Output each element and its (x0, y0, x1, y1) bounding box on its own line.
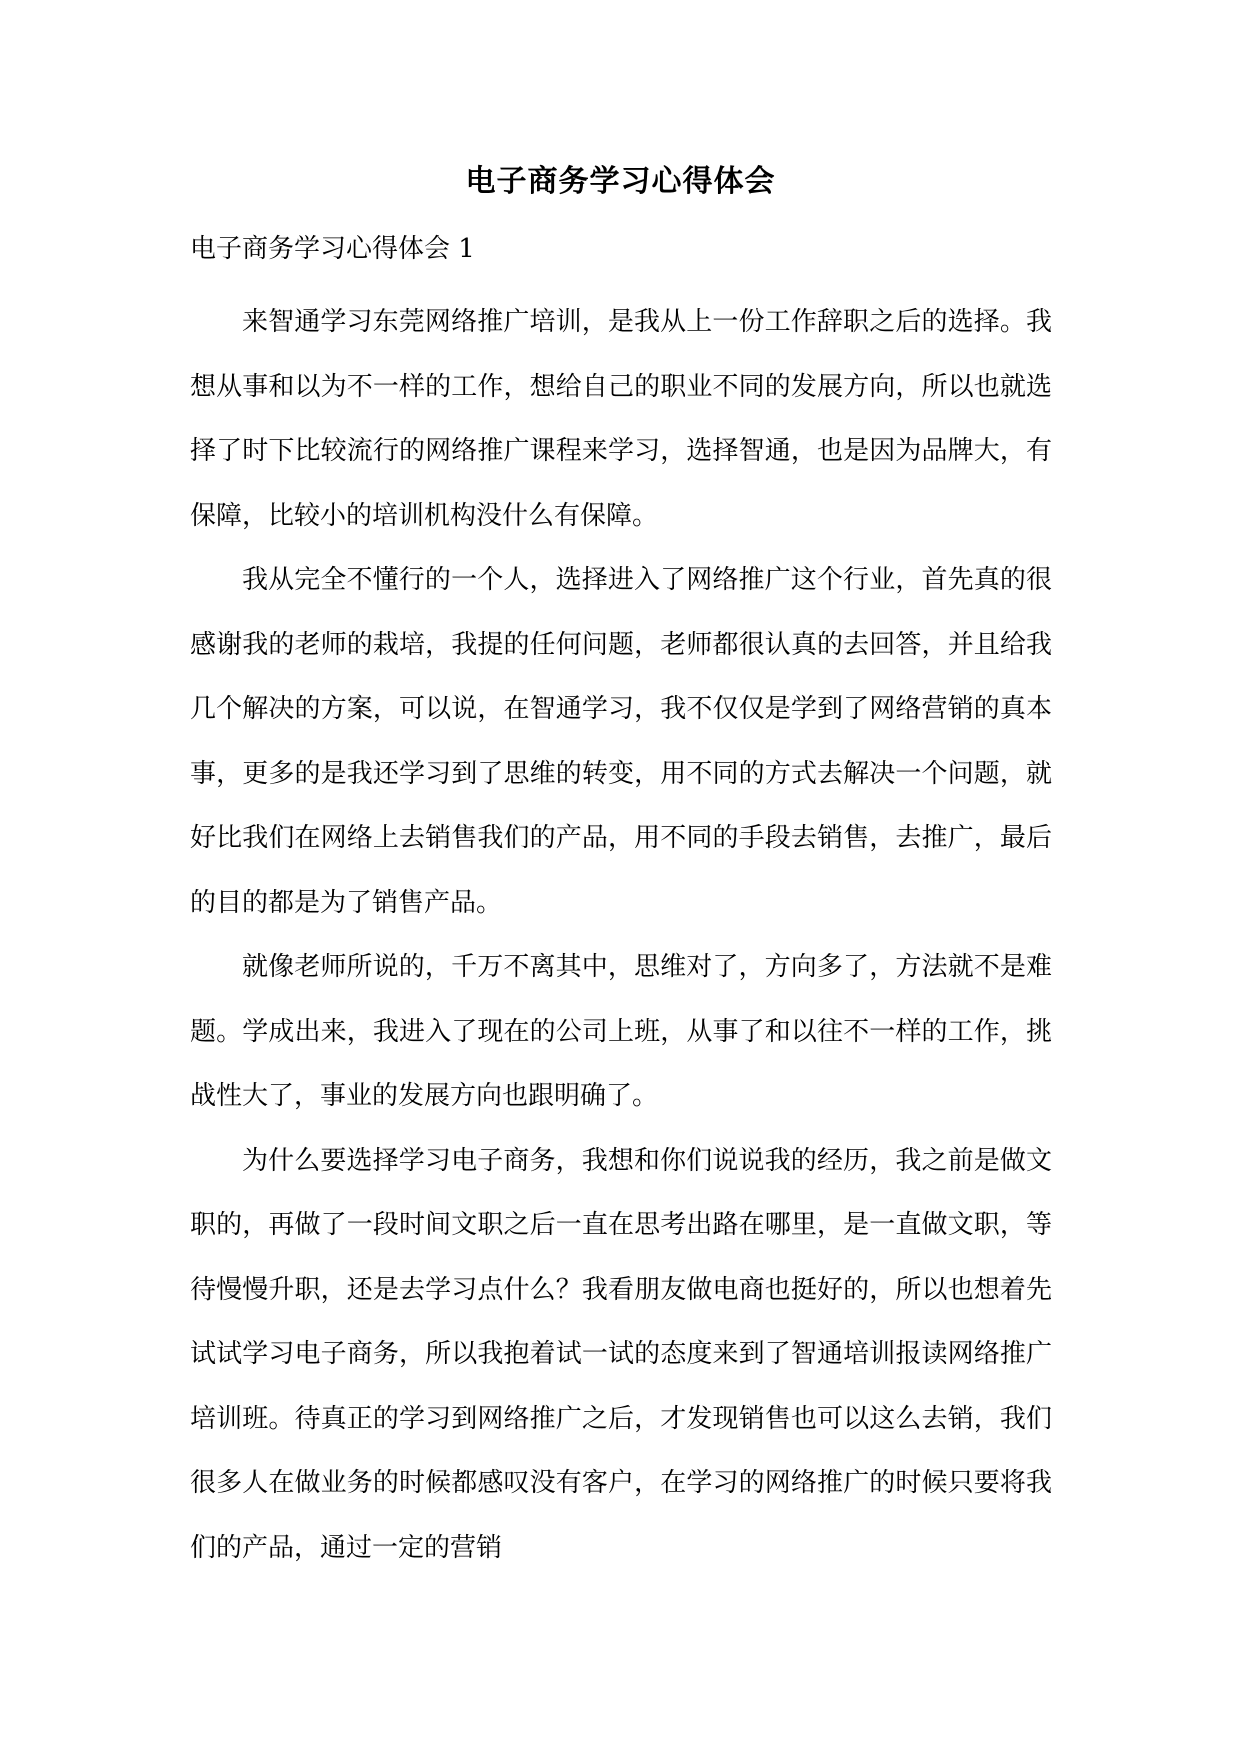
paragraph-4: 为什么要选择学习电子商务，我想和你们说说我的经历，我之前是做文职的，再做了一段时间文职之后一直在思考出路在哪里，是一直做文职，等待慢慢升职，还是去学习点什么？我看朋友做电商也挺好的，所以也想着先试试学习电子商务，所以我抱着试一试的态度来到了智通培训报读网络推广培训班。待真正的学习到网络推广之后，才发现销售也可以这么去销，我们很多人在做业务的时候都感叹没有客户，在学习的网络推广的时候只要将我们的产品，通过一定的营销 (190, 1145, 1052, 1563)
section-heading: 电子商务学习心得体会 1 (190, 234, 475, 264)
document-title: 电子商务学习心得体会 (465, 164, 776, 199)
paragraph-3: 就像老师所说的，千万不离其中，思维对了，方向多了，方法就不是难题。学成出来，我进入了现在的公司上班，从事了和以往不一样的工作，挑战性大了，事业的发展方向也跟明确了。 (190, 952, 1052, 1111)
document-body (190, 290, 1052, 1580)
paragraph-1: 来智通学习东莞网络推广培训，是我从上一份工作辞职之后的选择。我想从事和以为不一样的工作，想给自己的职业不同的发展方向，所以也就选择了时下比较流行的网络推广课程来学习，选择智通，也是因为品牌大，有保障，比较小的培训机构没什么有保障。 (190, 307, 1052, 531)
paragraph-2: 我从完全不懂行的一个人，选择进入了网络推广这个行业，首先真的很感谢我的老师的栽培，我提的任何问题，老师都很认真的去回答，并且给我几个解决的方案，可以说，在智通学习，我不仅仅是学到了网络营销的真本事，更多的是我还学习到了思维的转变，用不同的方式去解决一个问题，就好比我们在网络上去销售我们的产品，用不同的手段去销售，去推广，最后的目的都是为了销售产品。 (190, 565, 1052, 918)
